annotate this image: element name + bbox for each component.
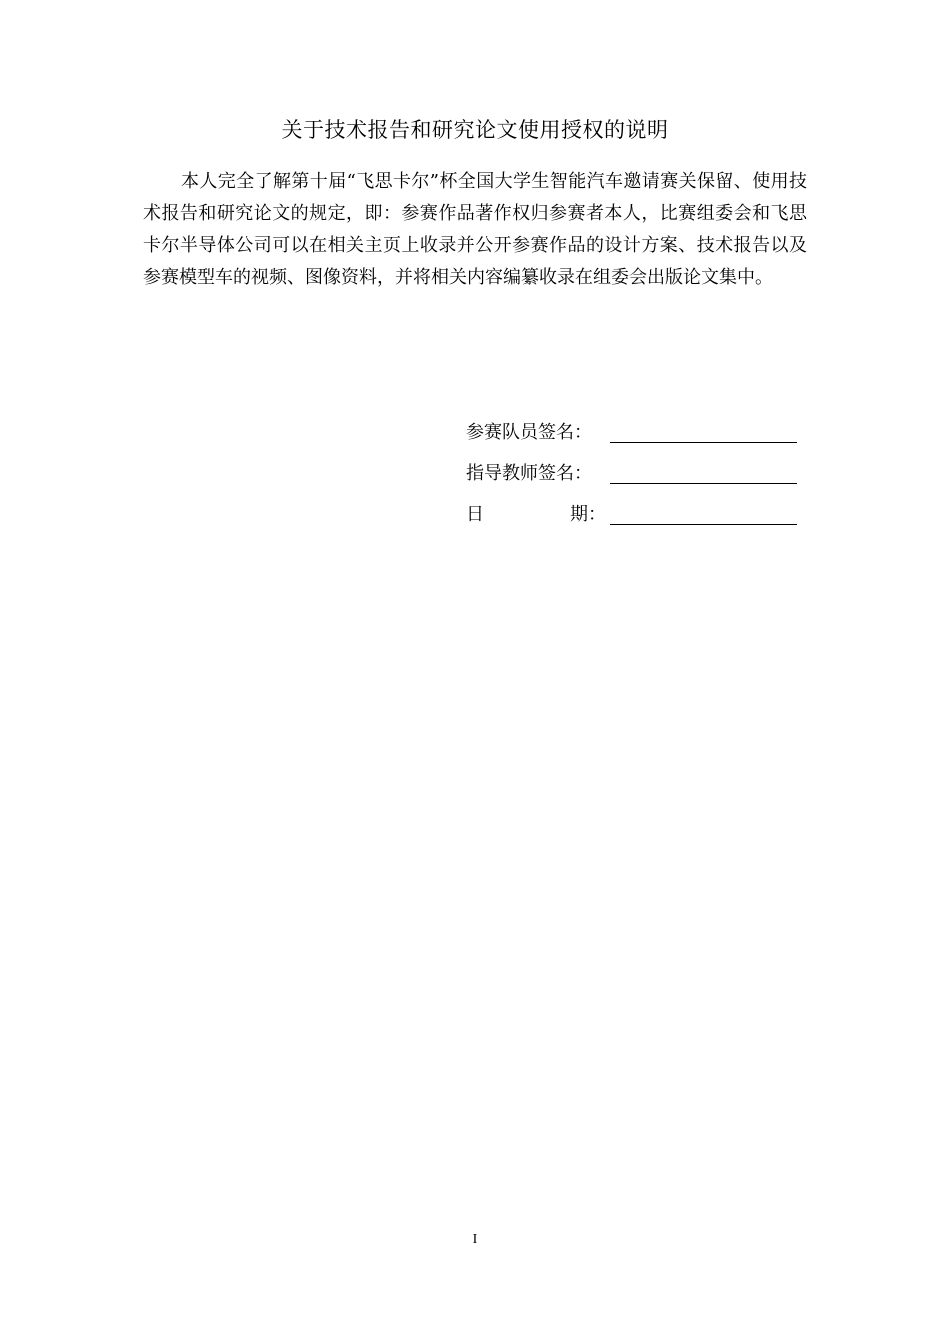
page-number: I xyxy=(472,1232,478,1247)
date-row xyxy=(466,499,806,540)
signature-block xyxy=(466,417,806,540)
member-signature-line xyxy=(610,442,797,443)
date-label-period: 期： xyxy=(570,504,606,525)
member-signature-label: 参赛队员签名： xyxy=(466,422,592,443)
date-line xyxy=(610,524,797,525)
date-label xyxy=(466,499,606,531)
authorization-statement: 本人完全了解第十届“飞思卡尔”杯全国大学生智能汽车邀请赛关保留、使用技术报告和研究论文的规定，即：参赛作品著作权归参赛者本人，比赛组委会和飞思卡尔半导体公司可以在相关主页上收录并公开参赛作品的设计方案、技术报告以及参赛模型车的视频、图像资料，并将相关内容编纂收录在组委会出版论文集中。 xyxy=(143,171,807,288)
advisor-signature-row xyxy=(466,458,806,499)
advisor-signature-line xyxy=(610,483,797,484)
document-title: 关于技术报告和研究论文使用授权的说明 xyxy=(281,118,669,142)
member-signature-row xyxy=(466,417,806,458)
advisor-signature-label: 指导教师签名： xyxy=(466,463,592,484)
date-label-day: 日 xyxy=(466,504,484,525)
